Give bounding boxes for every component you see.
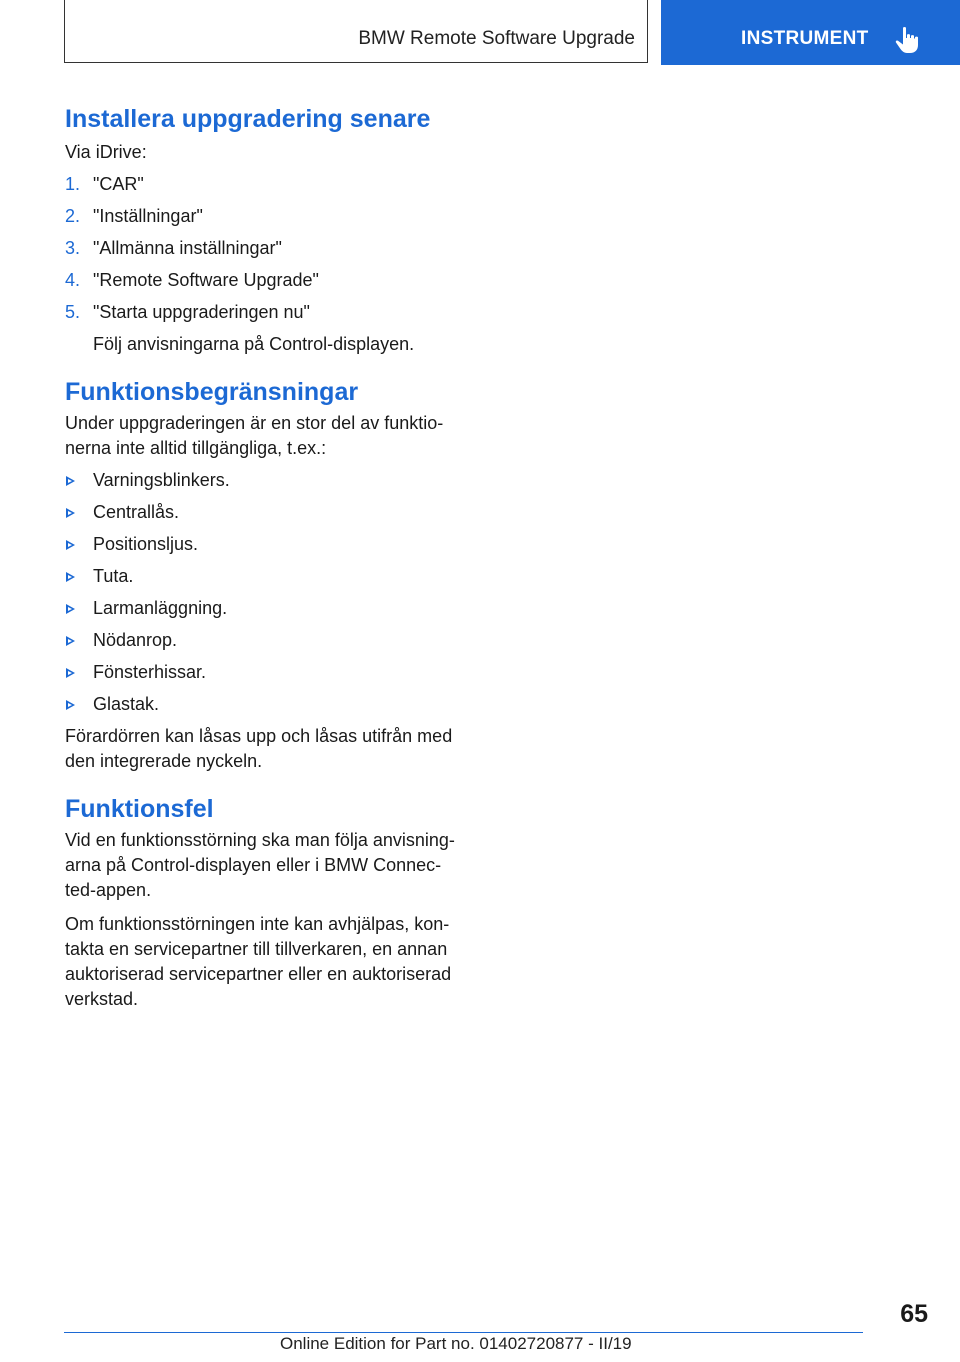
list-item [65,500,485,525]
tab-instrument-label: INSTRUMENT [741,28,869,49]
step-item [65,172,485,197]
heading-limitations: Funktionsbegränsningar [65,378,359,406]
step-text: "Inställningar" [93,206,203,226]
step-number: 4. [65,270,81,290]
triangle-bullet-icon [66,668,75,678]
list-item [65,692,485,717]
malfunction-para1-line1: Vid en funktionsstörning ska man följa anvisning- [65,830,455,850]
malfunction-para2-line3: auktoriserad servicepartner eller en auktoriserad [65,964,452,984]
list-item-text: Fönsterhissar. [93,662,207,682]
step-number: 5. [65,302,81,322]
malfunction-para2-line4: verkstad. [65,989,139,1009]
triangle-bullet-icon [66,636,75,646]
step-note: Följ anvisningarna på Control-displayen. [93,334,415,354]
step-item [65,236,485,261]
main-content [65,102,485,1012]
malfunction-para2-line1: Om funktionsstörningen inte kan avhjälpas, kon- [65,914,450,934]
step-text: "Allmänna inställningar" [93,238,282,258]
triangle-bullet-icon [66,476,75,486]
footer-edition-text: Online Edition for Part no. 01402720877 - II/19 [280,1334,632,1353]
step-number: 3. [65,238,81,258]
list-item-text: Glastak. [93,694,160,714]
header-section-title: BMW Remote Software Upgrade [358,28,635,49]
tab-instrument[interactable] [661,0,960,65]
malfunction-para1-line2: arna på Control-displayen eller i BMW Connec- [65,855,442,875]
list-item [65,596,485,621]
list-item-text: Tuta. [93,566,134,586]
header-section-box [64,0,648,63]
step-item [65,300,485,357]
footer-divider [64,1332,863,1333]
list-item [65,564,485,589]
step-text: "CAR" [93,174,144,194]
limitations-list [65,468,485,717]
triangle-bullet-icon [66,700,75,710]
malfunction-para1-line3: ted-appen. [65,880,152,900]
triangle-bullet-icon [66,572,75,582]
install-intro: Via iDrive: [65,142,147,162]
malfunction-para2-line2: takta en servicepartner till tillverkaren, en annan [65,939,448,959]
list-item [65,660,485,685]
limitations-intro-line1: Under uppgraderingen är en stor del av funktio- [65,413,444,433]
limitations-intro-line2: nerna inte alltid tillgängliga, t.ex.: [65,438,327,458]
heading-malfunction: Funktionsfel [65,795,214,823]
step-item [65,268,485,293]
limitations-outro-line2: den integrerade nyckeln. [65,751,263,771]
list-item [65,468,485,493]
step-number: 2. [65,206,81,226]
heading-install-later: Installera uppgradering senare [65,105,431,133]
install-steps-list [65,172,485,357]
touch-hand-icon [894,26,920,54]
list-item-text: Positionsljus. [93,534,199,554]
list-item-text: Varningsblinkers. [93,470,230,490]
triangle-bullet-icon [66,508,75,518]
list-item [65,532,485,557]
triangle-bullet-icon [66,540,75,550]
step-number: 1. [65,174,81,194]
page-number: 65 [900,1300,928,1328]
triangle-bullet-icon [66,604,75,614]
limitations-outro-line1: Förardörren kan låsas upp och låsas utifrån med [65,726,453,746]
list-item [65,628,485,653]
step-text: "Starta uppgraderingen nu" [93,302,310,322]
list-item-text: Larmanläggning. [93,598,228,618]
list-item-text: Centrallås. [93,502,180,522]
step-item [65,204,485,229]
step-text: "Remote Software Upgrade" [93,270,319,290]
list-item-text: Nödanrop. [93,630,178,650]
